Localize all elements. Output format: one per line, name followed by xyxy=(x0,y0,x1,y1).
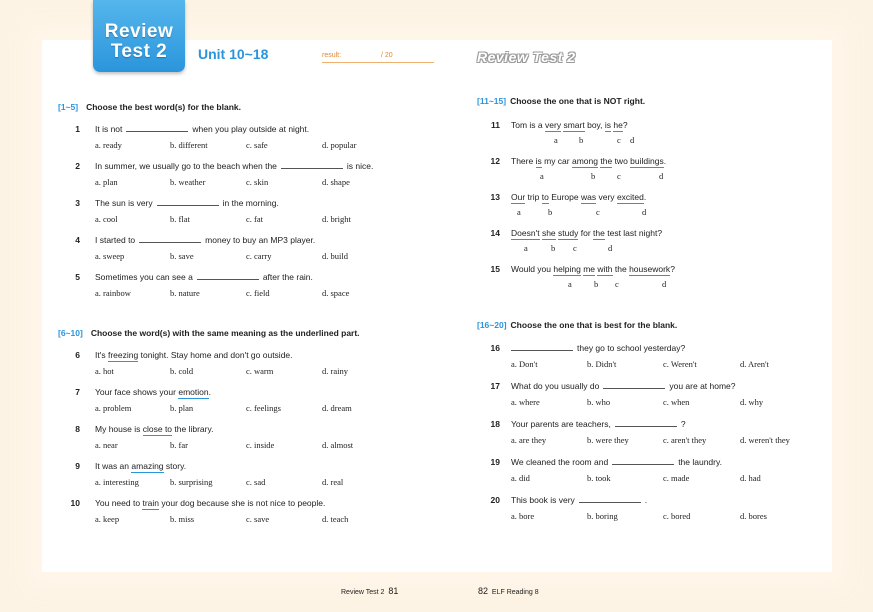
question-number: 1 xyxy=(75,124,80,134)
option: d. Aren't xyxy=(740,359,769,369)
question-15-text: Would you helping me with the housework? xyxy=(511,264,675,274)
option: b. nature xyxy=(170,288,200,298)
option: a. keep xyxy=(95,514,120,524)
right-page-title: Review Test 2 xyxy=(477,49,576,65)
choice-mark: d xyxy=(662,279,667,289)
question-number: 16 xyxy=(490,343,500,353)
underlined-word: Doesn't xyxy=(511,228,540,238)
option: c. aren't they xyxy=(663,435,707,445)
answer-blank xyxy=(612,457,674,465)
underlined-word: train xyxy=(142,498,159,508)
option: d. teach xyxy=(322,514,349,524)
option: a. where xyxy=(511,397,540,407)
underlined-word: close to xyxy=(142,424,173,434)
choice-mark: a xyxy=(540,171,544,181)
option: d. dream xyxy=(322,403,352,413)
choice-mark: a xyxy=(554,135,558,145)
question-4-text: I started to money to buy an MP3 player. xyxy=(95,235,316,245)
question-number: 2 xyxy=(75,161,80,171)
underlined-word: excited xyxy=(616,192,644,202)
option: b. took xyxy=(587,473,611,483)
question-number: 17 xyxy=(490,381,500,391)
question-3-text: The sun is very in the morning. xyxy=(95,198,279,208)
answer-blank xyxy=(579,495,641,503)
question-number: 12 xyxy=(490,156,500,166)
question-11-text: Tom is a very smart boy, is he? xyxy=(511,120,628,130)
question-number: 5 xyxy=(75,272,80,282)
option: b. cold xyxy=(170,366,194,376)
option: a. plan xyxy=(95,177,118,187)
answer-blank xyxy=(197,272,259,280)
question-number: 8 xyxy=(75,424,80,434)
footer-right-text: ELF Reading 8 xyxy=(491,589,539,596)
answer-blank xyxy=(615,419,677,427)
question-1-text: It is not when you play outside at night. xyxy=(95,124,310,134)
option: c. warm xyxy=(246,366,274,376)
question-number: 4 xyxy=(75,235,80,245)
section-instruction: Choose the word(s) with the same meaning as the underlined part. xyxy=(90,328,360,338)
option: d. rainy xyxy=(322,366,348,376)
answer-blank xyxy=(281,161,343,169)
underlined-word: is xyxy=(604,120,612,130)
option: d. had xyxy=(740,473,761,483)
underlined-word: housework xyxy=(629,264,671,274)
question-number: 20 xyxy=(490,495,500,505)
option: c. Weren't xyxy=(663,359,697,369)
option: c. feelings xyxy=(246,403,281,413)
question-7-text: Your face shows your emotion. xyxy=(95,387,211,397)
underlined-word: the xyxy=(600,156,613,166)
question-20-text: This book is very . xyxy=(511,495,648,505)
question-number: 18 xyxy=(490,419,500,429)
section-header-3 xyxy=(477,96,645,106)
underlined-word: study xyxy=(558,228,579,238)
section-range: [1~5] xyxy=(58,102,79,112)
choice-mark: d xyxy=(630,135,635,145)
underlined-word: to xyxy=(541,192,549,202)
option: b. boring xyxy=(587,511,618,521)
choice-mark: b xyxy=(579,135,584,145)
underlined-word: freezing xyxy=(107,350,139,360)
option: c. save xyxy=(246,514,270,524)
option: a. ready xyxy=(95,140,122,150)
question-6-text: It's freezing tonight. Stay home and don't go outside. xyxy=(95,350,293,360)
choice-mark: b xyxy=(548,207,553,217)
underlined-word: buildings xyxy=(630,156,664,166)
option: b. Didn't xyxy=(587,359,617,369)
option: b. far xyxy=(170,440,188,450)
section-header-1 xyxy=(58,102,241,112)
underlined-word: emotion xyxy=(178,387,209,397)
option: d. real xyxy=(322,477,344,487)
question-17-text: What do you usually do you are at home? xyxy=(511,381,736,391)
question-19-text: We cleaned the room and the laundry. xyxy=(511,457,722,467)
underlined-word: me xyxy=(583,264,595,274)
option: a. cool xyxy=(95,214,118,224)
badge-line-2: Test 2 xyxy=(110,41,168,62)
option: c. safe xyxy=(246,140,268,150)
question-13-text: Our trip to Europe was very excited. xyxy=(511,192,647,202)
section-instruction: Choose the one that is best for the blank. xyxy=(510,320,678,330)
question-16-text: they go to school yesterday? xyxy=(511,343,685,353)
section-range: [6~10] xyxy=(58,328,83,338)
section-header-2 xyxy=(58,328,360,338)
option: b. were they xyxy=(587,435,629,445)
option: b. flat xyxy=(170,214,190,224)
option: a. problem xyxy=(95,403,132,413)
underlined-word: among xyxy=(571,156,598,166)
option: d. shape xyxy=(322,177,350,187)
choice-mark: c xyxy=(617,135,621,145)
unit-title: Unit 10~18 xyxy=(198,46,269,62)
option: d. almost xyxy=(322,440,354,450)
choice-mark: d xyxy=(659,171,664,181)
option: c. made xyxy=(663,473,690,483)
underlined-word: smart xyxy=(563,120,585,130)
question-number: 10 xyxy=(70,498,80,508)
option: a. are they xyxy=(511,435,547,445)
section-range: [11~15] xyxy=(477,96,507,106)
option: c. skin xyxy=(246,177,269,187)
question-number: 11 xyxy=(491,120,500,130)
underlined-word: is xyxy=(535,156,542,166)
option: c. carry xyxy=(246,251,272,261)
result-score: / 20 xyxy=(381,52,393,59)
underlined-word: amazing xyxy=(131,461,164,471)
option: a. rainbow xyxy=(95,288,131,298)
option: b. plan xyxy=(170,403,194,413)
option: c. field xyxy=(246,288,270,298)
option: a. hot xyxy=(95,366,114,376)
question-number: 3 xyxy=(75,198,80,208)
option: d. popular xyxy=(322,140,357,150)
question-18-text: Your parents are teachers, ? xyxy=(511,419,686,429)
result-label: result: xyxy=(322,52,342,59)
underlined-word: helping xyxy=(553,264,581,274)
section-instruction: Choose the one that is NOT right. xyxy=(510,96,646,106)
option: b. save xyxy=(170,251,194,261)
option: c. fat xyxy=(246,214,263,224)
option: a. Don't xyxy=(511,359,538,369)
option: d. bright xyxy=(322,214,351,224)
underlined-word: was xyxy=(581,192,597,202)
section-header-4 xyxy=(477,320,677,330)
question-number: 13 xyxy=(490,192,500,202)
question-8-text: My house is close to the library. xyxy=(95,424,214,434)
page-sheet xyxy=(42,40,832,572)
question-14-text: Doesn't she study for the test last night? xyxy=(511,228,663,238)
underlined-word: she xyxy=(541,228,556,238)
option: c. bored xyxy=(663,511,691,521)
footer-right xyxy=(478,586,539,596)
answer-blank xyxy=(511,343,573,351)
question-2-text: In summer, we usually go to the beach when the is nice. xyxy=(95,161,374,171)
option: a. interesting xyxy=(95,477,139,487)
option: d. why xyxy=(740,397,764,407)
underlined-word: Our xyxy=(511,192,526,202)
review-test-badge xyxy=(93,0,185,72)
option: c. inside xyxy=(246,440,275,450)
option: b. who xyxy=(587,397,611,407)
choice-mark: c xyxy=(573,243,577,253)
option: a. bore xyxy=(511,511,535,521)
question-number: 14 xyxy=(490,228,500,238)
option: b. weather xyxy=(170,177,206,187)
option: c. when xyxy=(663,397,690,407)
choice-mark: a xyxy=(568,279,572,289)
option: b. different xyxy=(170,140,208,150)
question-12-text: There is my car among the two buildings. xyxy=(511,156,667,166)
section-range: [16~20] xyxy=(477,320,507,330)
underlined-word: very xyxy=(545,120,562,130)
choice-mark: a xyxy=(524,243,528,253)
underlined-word: he xyxy=(613,120,623,130)
option: b. surprising xyxy=(170,477,213,487)
choice-mark: a xyxy=(517,207,521,217)
choice-mark: d xyxy=(608,243,613,253)
choice-mark: b xyxy=(551,243,556,253)
result-line xyxy=(322,62,434,63)
answer-blank xyxy=(126,124,188,132)
footer-left xyxy=(341,586,398,596)
option: d. build xyxy=(322,251,348,261)
choice-mark: b xyxy=(594,279,599,289)
option: d. weren't they xyxy=(740,435,790,445)
underlined-word: the xyxy=(593,228,605,238)
option: c. sad xyxy=(246,477,266,487)
answer-blank xyxy=(603,381,665,389)
choice-mark: c xyxy=(596,207,600,217)
page-number-right: 82 xyxy=(478,586,489,596)
option: a. sweep xyxy=(95,251,125,261)
choice-mark: d xyxy=(642,207,647,217)
option: a. did xyxy=(511,473,530,483)
question-9-text: It was an amazing story. xyxy=(95,461,187,471)
question-5-text: Sometimes you can see a after the rain. xyxy=(95,272,313,282)
badge-line-1: Review xyxy=(104,21,174,42)
option: d. space xyxy=(322,288,350,298)
choice-mark: c xyxy=(617,171,621,181)
question-number: 9 xyxy=(75,461,80,471)
option: a. near xyxy=(95,440,118,450)
option: d. bores xyxy=(740,511,767,521)
choice-mark: b xyxy=(591,171,596,181)
answer-blank xyxy=(139,235,201,243)
question-number: 7 xyxy=(75,387,80,397)
footer-left-text: Review Test 2 xyxy=(341,589,385,596)
section-instruction: Choose the best word(s) for the blank. xyxy=(86,102,241,112)
question-number: 15 xyxy=(490,264,500,274)
page-number-left: 81 xyxy=(388,586,399,596)
question-10-text: You need to train your dog because she is not nice to people. xyxy=(95,498,326,508)
option: b. miss xyxy=(170,514,195,524)
question-number: 19 xyxy=(490,457,500,467)
choice-mark: c xyxy=(615,279,619,289)
underlined-word: with xyxy=(597,264,613,274)
question-number: 6 xyxy=(75,350,80,360)
answer-blank xyxy=(157,198,219,206)
